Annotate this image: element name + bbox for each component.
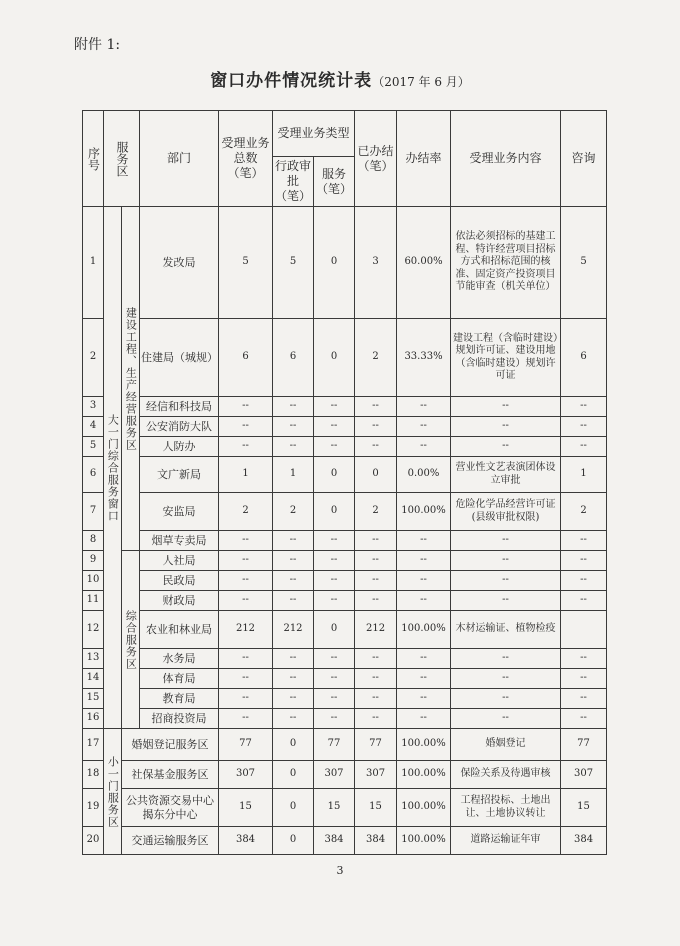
row-content: -- [451, 591, 561, 611]
table-row [83, 437, 607, 457]
row-rate: -- [397, 591, 451, 611]
row-total: 384 [219, 827, 273, 855]
row-done: -- [355, 531, 397, 551]
row-service: 0 [314, 611, 355, 649]
row-dept: 人防办 [140, 437, 219, 457]
statistics-table [82, 110, 607, 855]
row-seq: 10 [83, 571, 104, 591]
table-row [83, 709, 607, 729]
row-total: -- [219, 591, 273, 611]
row-service: 307 [314, 761, 355, 789]
row-service: 0 [314, 319, 355, 397]
header-admin: 行政审批（笔） [273, 157, 314, 207]
table-row [83, 789, 607, 827]
row-seq: 4 [83, 417, 104, 437]
row-service: -- [314, 571, 355, 591]
table-row [83, 319, 607, 397]
row-content: -- [451, 531, 561, 551]
row-admin: -- [273, 689, 314, 709]
row-seq: 9 [83, 551, 104, 571]
row-total: 77 [219, 729, 273, 761]
row-admin: 5 [273, 207, 314, 319]
subgroup-construction: 建设工程、生产经营服务区 [122, 207, 140, 551]
row-done: 15 [355, 789, 397, 827]
header-content: 受理业务内容 [451, 111, 561, 207]
table-row [83, 729, 607, 761]
row-dept: 教育局 [140, 689, 219, 709]
row-dept: 社保基金服务区 [122, 761, 219, 789]
row-seq: 8 [83, 531, 104, 551]
attachment-label: 附件 1: [74, 37, 121, 53]
row-consult: -- [561, 397, 607, 417]
row-consult: -- [561, 417, 607, 437]
row-content: -- [451, 417, 561, 437]
header-type-group: 受理业务类型 [273, 111, 355, 157]
row-content: -- [451, 689, 561, 709]
row-rate: 100.00% [397, 827, 451, 855]
table-row [83, 417, 607, 437]
row-admin: -- [273, 709, 314, 729]
row-dept: 文广新局 [140, 457, 219, 493]
table-row [83, 457, 607, 493]
table-row [83, 611, 607, 649]
row-total: 5 [219, 207, 273, 319]
row-consult: -- [561, 551, 607, 571]
row-consult: 77 [561, 729, 607, 761]
row-admin: 1 [273, 457, 314, 493]
row-rate: -- [397, 417, 451, 437]
row-content: 木材运输证、植物检疫 [451, 611, 561, 649]
row-service: 15 [314, 789, 355, 827]
row-consult: -- [561, 669, 607, 689]
row-admin: -- [273, 531, 314, 551]
row-seq: 13 [83, 649, 104, 669]
row-content: -- [451, 397, 561, 417]
row-consult: -- [561, 437, 607, 457]
row-seq: 2 [83, 319, 104, 397]
row-consult: 15 [561, 789, 607, 827]
table-row [83, 571, 607, 591]
row-dept: 发改局 [140, 207, 219, 319]
row-seq: 7 [83, 493, 104, 531]
row-done: -- [355, 669, 397, 689]
row-admin: 2 [273, 493, 314, 531]
row-seq: 12 [83, 611, 104, 649]
row-done: 2 [355, 319, 397, 397]
row-total: -- [219, 709, 273, 729]
subgroup-comprehensive: 综合服务区 [122, 551, 140, 729]
row-dept: 水务局 [140, 649, 219, 669]
row-total: 1 [219, 457, 273, 493]
row-done: 384 [355, 827, 397, 855]
row-rate: 60.00% [397, 207, 451, 319]
row-seq: 15 [83, 689, 104, 709]
row-dept: 民政局 [140, 571, 219, 591]
row-seq: 19 [83, 789, 104, 827]
row-rate: 100.00% [397, 493, 451, 531]
title-text: 窗口办件情况统计表 [210, 71, 373, 91]
row-rate: -- [397, 709, 451, 729]
row-done: 0 [355, 457, 397, 493]
row-done: -- [355, 591, 397, 611]
row-done: -- [355, 397, 397, 417]
row-content: 营业性文艺表演团体设立审批 [451, 457, 561, 493]
table-row [83, 207, 607, 319]
row-done: -- [355, 437, 397, 457]
row-service: -- [314, 531, 355, 551]
row-admin: -- [273, 397, 314, 417]
row-seq: 16 [83, 709, 104, 729]
row-dept: 烟草专卖局 [140, 531, 219, 551]
row-content: 依法必须招标的基建工程、特许经营项目招标方式和招标范围的核准、固定资产投资项目节能审查（机关单位） [451, 207, 561, 319]
row-total: 15 [219, 789, 273, 827]
row-seq: 1 [83, 207, 104, 319]
row-content: 道路运输证年审 [451, 827, 561, 855]
row-consult: -- [561, 571, 607, 591]
row-rate: 100.00% [397, 611, 451, 649]
row-total: -- [219, 437, 273, 457]
row-seq: 6 [83, 457, 104, 493]
row-total: 6 [219, 319, 273, 397]
table-row [83, 761, 607, 789]
row-seq: 18 [83, 761, 104, 789]
row-rate: -- [397, 531, 451, 551]
row-total: -- [219, 417, 273, 437]
row-rate: -- [397, 689, 451, 709]
table-body [83, 207, 607, 855]
row-dept: 公共资源交易中心揭东分中心 [122, 789, 219, 827]
row-dept: 招商投资局 [140, 709, 219, 729]
row-service: -- [314, 551, 355, 571]
row-consult: 6 [561, 319, 607, 397]
row-service: -- [314, 669, 355, 689]
header-done: 已办结（笔） [355, 111, 397, 207]
row-service: 0 [314, 493, 355, 531]
row-seq: 14 [83, 669, 104, 689]
row-dept: 公安消防大队 [140, 417, 219, 437]
row-consult: 307 [561, 761, 607, 789]
row-done: 3 [355, 207, 397, 319]
row-done: -- [355, 417, 397, 437]
header-total: 受理业务总数（笔） [219, 111, 273, 207]
row-dept: 体育局 [140, 669, 219, 689]
row-dept: 财政局 [140, 591, 219, 611]
row-admin: 212 [273, 611, 314, 649]
row-done: 212 [355, 611, 397, 649]
row-done: -- [355, 571, 397, 591]
row-consult [561, 611, 607, 649]
row-dept: 经信和科技局 [140, 397, 219, 417]
row-rate: -- [397, 551, 451, 571]
row-total: -- [219, 571, 273, 591]
table-row [83, 397, 607, 417]
row-content: 婚姻登记 [451, 729, 561, 761]
row-service: 0 [314, 207, 355, 319]
row-admin: 6 [273, 319, 314, 397]
row-admin: -- [273, 649, 314, 669]
row-total: -- [219, 397, 273, 417]
row-admin: -- [273, 551, 314, 571]
row-done: -- [355, 551, 397, 571]
row-total: -- [219, 649, 273, 669]
row-service: -- [314, 417, 355, 437]
row-rate: 100.00% [397, 729, 451, 761]
row-total: -- [219, 669, 273, 689]
row-done: 307 [355, 761, 397, 789]
row-total: -- [219, 689, 273, 709]
header-consult: 咨询 [561, 111, 607, 207]
page-number: 3 [336, 864, 344, 877]
row-total: -- [219, 531, 273, 551]
table-row [83, 649, 607, 669]
row-consult: -- [561, 709, 607, 729]
row-rate: 0.00% [397, 457, 451, 493]
table-row [83, 669, 607, 689]
row-content: -- [451, 551, 561, 571]
header-dept: 部门 [140, 111, 219, 207]
row-done: -- [355, 689, 397, 709]
row-consult: -- [561, 689, 607, 709]
row-seq: 20 [83, 827, 104, 855]
row-content: -- [451, 649, 561, 669]
row-rate: 100.00% [397, 761, 451, 789]
row-seq: 17 [83, 729, 104, 761]
row-service: -- [314, 397, 355, 417]
row-admin: 0 [273, 827, 314, 855]
row-rate: -- [397, 649, 451, 669]
row-service: -- [314, 689, 355, 709]
table-row [83, 591, 607, 611]
group-big-window: 大一门综合服务窗口 [104, 207, 122, 729]
row-content: 工程招投标、土地出让、土地协议转让 [451, 789, 561, 827]
row-admin: -- [273, 437, 314, 457]
table-row [83, 493, 607, 531]
row-admin: -- [273, 417, 314, 437]
row-admin: -- [273, 591, 314, 611]
header-service-area: 服务区 [104, 111, 140, 207]
row-total: -- [219, 551, 273, 571]
header-service: 服务（笔） [314, 157, 355, 207]
row-content: 危险化学品经营许可证(县级审批权限) [451, 493, 561, 531]
table-row [83, 689, 607, 709]
row-rate: 100.00% [397, 789, 451, 827]
row-dept: 住建局（城规） [140, 319, 219, 397]
row-dept: 交通运输服务区 [122, 827, 219, 855]
row-rate: -- [397, 571, 451, 591]
header-rate: 办结率 [397, 111, 451, 207]
row-done: -- [355, 709, 397, 729]
table-row [83, 551, 607, 571]
row-service: -- [314, 649, 355, 669]
row-rate: -- [397, 397, 451, 417]
row-service: 0 [314, 457, 355, 493]
row-service: -- [314, 709, 355, 729]
row-seq: 3 [83, 397, 104, 417]
row-rate: 33.33% [397, 319, 451, 397]
row-content: -- [451, 571, 561, 591]
row-consult: 2 [561, 493, 607, 531]
group-small-window: 小一门服务区 [104, 729, 122, 855]
row-service: -- [314, 437, 355, 457]
row-done: -- [355, 649, 397, 669]
row-admin: -- [273, 571, 314, 591]
row-seq: 5 [83, 437, 104, 457]
row-consult: -- [561, 591, 607, 611]
row-seq: 11 [83, 591, 104, 611]
row-done: 77 [355, 729, 397, 761]
row-content: -- [451, 669, 561, 689]
row-admin: 0 [273, 761, 314, 789]
row-dept: 婚姻登记服务区 [122, 729, 219, 761]
row-service: -- [314, 591, 355, 611]
row-content: 保险关系及待遇审核 [451, 761, 561, 789]
row-rate: -- [397, 437, 451, 457]
table-row [83, 827, 607, 855]
page-title [0, 66, 680, 91]
title-date: （2017 年 6 月） [372, 75, 470, 89]
row-consult: -- [561, 531, 607, 551]
row-dept: 农业和林业局 [140, 611, 219, 649]
row-consult: 1 [561, 457, 607, 493]
header-seq: 序号 [83, 111, 104, 207]
row-service: 77 [314, 729, 355, 761]
row-consult: -- [561, 649, 607, 669]
row-admin: 0 [273, 729, 314, 761]
row-content: -- [451, 437, 561, 457]
row-admin: -- [273, 669, 314, 689]
row-done: 2 [355, 493, 397, 531]
row-admin: 0 [273, 789, 314, 827]
row-consult: 5 [561, 207, 607, 319]
table-row [83, 531, 607, 551]
row-total: 212 [219, 611, 273, 649]
row-service: 384 [314, 827, 355, 855]
row-content: 建设工程（含临时建设）规划许可证、建设用地（含临时建设）规划许可证 [451, 319, 561, 397]
row-total: 307 [219, 761, 273, 789]
row-content: -- [451, 709, 561, 729]
row-consult: 384 [561, 827, 607, 855]
row-dept: 安监局 [140, 493, 219, 531]
row-total: 2 [219, 493, 273, 531]
row-dept: 人社局 [140, 551, 219, 571]
row-rate: -- [397, 669, 451, 689]
